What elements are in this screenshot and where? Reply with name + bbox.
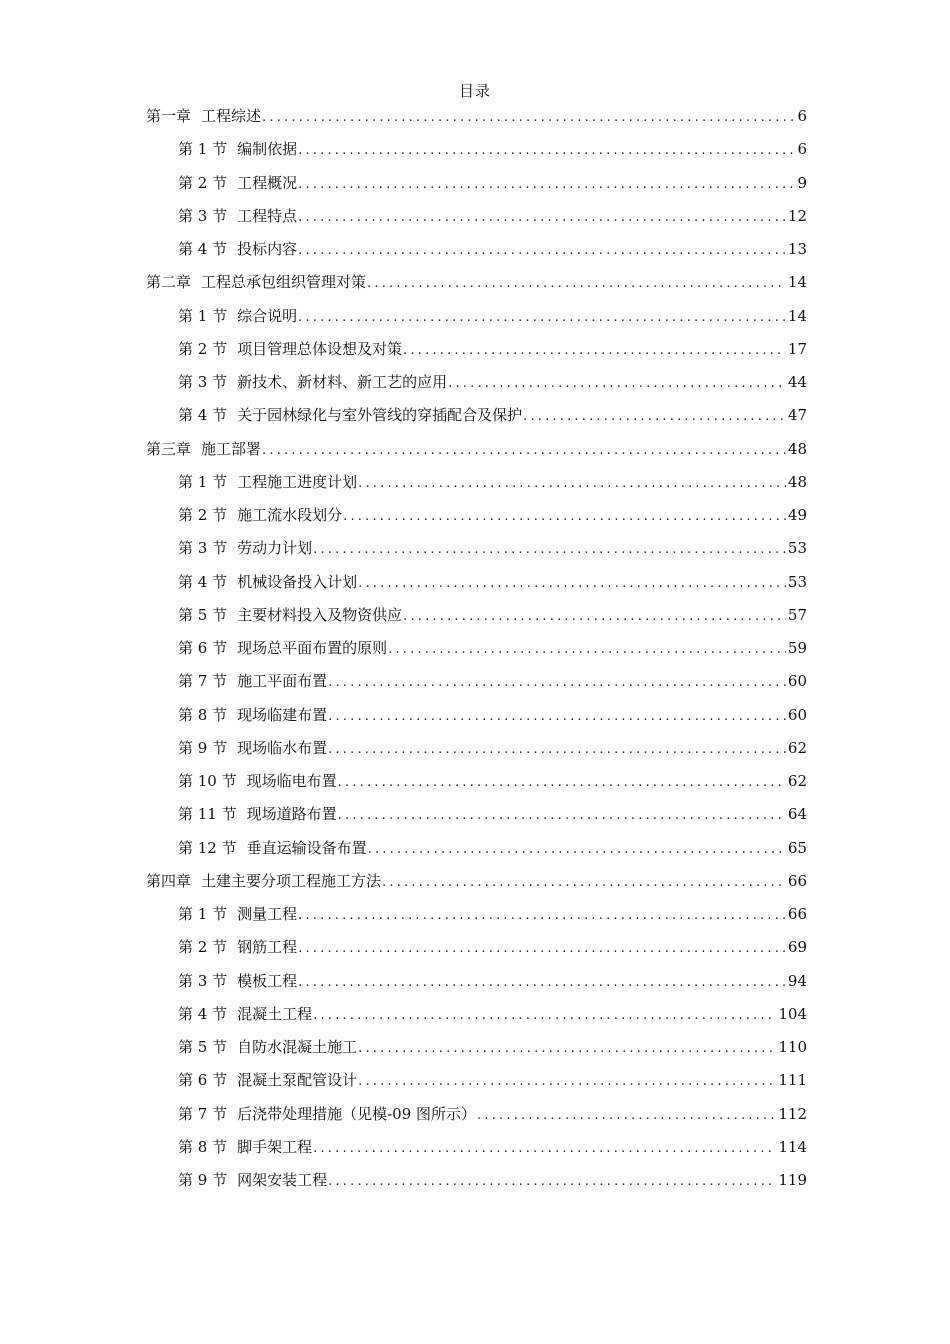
toc-entry-number: 第 4 节: [178, 406, 228, 425]
toc-entry-section[interactable]: [178, 1135, 807, 1159]
toc-dot-leader: [337, 804, 786, 828]
toc-entry-number: 第 12 节: [178, 838, 237, 857]
toc-entry-number: 第三章: [146, 439, 192, 458]
toc-entry-number: 第 4 节: [178, 1004, 228, 1023]
toc-dot-leader: [387, 638, 786, 662]
toc-entry-number: 第 5 节: [178, 1038, 228, 1056]
toc-entry-section[interactable]: [178, 1068, 807, 1092]
toc-entry-page-number: 57: [787, 605, 807, 624]
toc-entry-label: 新技术、新材料、新工艺的应用: [237, 373, 448, 391]
toc-entry-page-number: 110: [778, 1038, 807, 1056]
toc-entry-number: 第 6 节: [178, 1071, 228, 1090]
toc-entry-page-number: 111: [778, 1071, 807, 1090]
toc-entry-section[interactable]: [178, 603, 807, 627]
toc-entry-label: 现场临建布置: [237, 705, 328, 724]
toc-dot-leader: [297, 139, 795, 163]
toc-entry-number: 第 2 节: [178, 506, 228, 524]
toc-entry-page-number: 65: [787, 838, 807, 857]
toc-entry-number: 第 10 节: [178, 772, 237, 790]
toc-entry-label: 项目管理总体设想及对策: [237, 339, 403, 358]
toc-entry-page-number: 62: [787, 772, 807, 790]
toc-entry-section[interactable]: [178, 1035, 807, 1059]
toc-dot-leader: [312, 1004, 776, 1028]
toc-entry-section[interactable]: [178, 736, 807, 760]
toc-dot-leader: [381, 871, 786, 895]
toc-entry-section[interactable]: [178, 802, 807, 826]
toc-entry-page-number: 48: [787, 472, 807, 491]
toc-dot-leader: [342, 505, 786, 529]
toc-dot-leader: [261, 439, 786, 463]
toc-entry-page-number: 112: [778, 1104, 807, 1123]
toc-entry-label: 机械设备投入计划: [237, 572, 358, 591]
toc-entry-label: 主要材料投入及物资供应: [237, 605, 403, 624]
toc-entry-section[interactable]: [178, 769, 807, 793]
toc-entry-label: 现场道路布置: [246, 805, 337, 824]
toc-entry-page-number: 64: [787, 805, 807, 824]
toc-entry-number: 第 8 节: [178, 1137, 228, 1156]
toc-entry-number: 第一章: [146, 107, 192, 125]
toc-entry-label: 施工平面布置: [237, 672, 328, 691]
toc-dot-leader: [297, 239, 786, 263]
toc-entry-page-number: 104: [778, 1004, 807, 1023]
toc-entry-chapter[interactable]: [146, 869, 807, 893]
toc-entry-number: 第 3 节: [178, 539, 228, 558]
toc-entry-number: 第 2 节: [178, 938, 228, 957]
toc-entry-number: 第 6 节: [178, 639, 228, 657]
toc-entry-page-number: 66: [787, 905, 807, 923]
toc-entry-page-number: 6: [797, 107, 807, 125]
toc-entry-label: 现场总平面布置的原则: [237, 639, 388, 657]
toc-entry-number: 第 1 节: [178, 306, 228, 325]
toc-entry-number: 第 9 节: [178, 1171, 228, 1189]
toc-entry-number: 第 11 节: [178, 805, 237, 824]
toc-entry-label: 混凝土泵配管设计: [237, 1071, 358, 1090]
toc-entry-page-number: 12: [787, 206, 807, 225]
toc-dot-leader: [357, 572, 786, 596]
toc-entry-section[interactable]: [178, 703, 807, 727]
toc-dot-leader: [327, 1170, 776, 1194]
toc-entry-label: 混凝土工程: [237, 1004, 313, 1023]
toc-entry-page-number: 14: [787, 273, 807, 292]
toc-entry-label: 投标内容: [237, 240, 298, 258]
toc-entry-label: 土建主要分项工程施工方法: [201, 871, 382, 890]
toc-entry-section[interactable]: [178, 1002, 807, 1026]
toc-dot-leader: [312, 538, 786, 562]
toc-dot-leader: [297, 306, 786, 330]
toc-entry-label: 施工部署: [201, 439, 262, 458]
toc-entry-section[interactable]: [178, 636, 807, 660]
toc-entry-section[interactable]: [178, 570, 807, 594]
toc-entry-number: 第 8 节: [178, 705, 228, 724]
toc-dot-leader: [402, 605, 786, 629]
toc-entry-number: 第二章: [146, 273, 192, 292]
toc-entry-label: 工程特点: [237, 206, 298, 225]
toc-entry-section[interactable]: [178, 370, 807, 394]
toc-entry-label: 工程总承包组织管理对策: [201, 273, 367, 292]
toc-entry-number: 第 4 节: [178, 240, 228, 258]
toc-entry-number: 第 9 节: [178, 738, 228, 757]
toc-dot-leader: [357, 1070, 776, 1094]
toc-dot-leader: [367, 838, 786, 862]
toc-entry-page-number: 119: [778, 1171, 807, 1189]
toc-entry-section[interactable]: [178, 304, 807, 328]
toc-entry-label: 后浇带处理措施（见模-09 图所示）: [237, 1104, 477, 1123]
toc-entry-number: 第 7 节: [178, 672, 228, 691]
toc-entry-number: 第四章: [146, 871, 192, 890]
toc-entry-label: 劳动力计划: [237, 539, 313, 558]
toc-entry-label: 工程综述: [201, 107, 262, 125]
toc-dot-leader: [327, 738, 786, 762]
toc-entry-section[interactable]: [178, 536, 807, 560]
toc-entry-section[interactable]: [178, 171, 807, 195]
toc-title: 目录: [458, 82, 491, 100]
toc-dot-leader: [357, 1037, 776, 1061]
toc-entry-number: 第 3 节: [178, 373, 228, 391]
toc-dot-leader: [327, 671, 786, 695]
toc-dot-leader: [297, 173, 795, 197]
toc-entry-number: 第 3 节: [178, 206, 228, 225]
toc-entry-label: 现场临水布置: [237, 738, 328, 757]
toc-entry-page-number: 60: [787, 705, 807, 724]
toc-entry-number: 第 7 节: [178, 1104, 228, 1123]
toc-entry-label: 现场临电布置: [246, 772, 337, 790]
toc-entry-page-number: 14: [787, 306, 807, 325]
toc-entry-number: 第 2 节: [178, 173, 228, 192]
toc-entry-number: 第 1 节: [178, 472, 228, 491]
toc-entry-page-number: 48: [787, 439, 807, 458]
toc-entry-page-number: 59: [787, 639, 807, 657]
toc-entry-label: 模板工程: [237, 971, 298, 990]
toc-entry-label: 关于园林绿化与室外管线的穿插配合及保护: [237, 406, 523, 425]
toc-entry-chapter[interactable]: [146, 104, 807, 128]
toc-entry-label: 脚手架工程: [237, 1137, 313, 1156]
toc-entry-label: 测量工程: [237, 905, 298, 923]
toc-entry-page-number: 44: [787, 373, 807, 391]
toc-entry-label: 自防水混凝土施工: [237, 1038, 358, 1056]
toc-dot-leader: [337, 771, 786, 795]
toc-dot-leader: [402, 339, 786, 363]
toc-entry-page-number: 60: [787, 672, 807, 691]
toc-dot-leader: [476, 1104, 776, 1128]
toc-entry-number: 第 1 节: [178, 905, 228, 923]
toc-entry-page-number: 49: [787, 506, 807, 524]
toc-dot-leader: [357, 472, 786, 496]
toc-entry-label: 编制依据: [237, 140, 298, 159]
toc-entry-number: 第 5 节: [178, 605, 228, 624]
toc-entry-section[interactable]: [178, 969, 807, 993]
toc-entry-label: 综合说明: [237, 306, 298, 325]
toc-entry-section[interactable]: [178, 669, 807, 693]
toc-dot-leader: [297, 971, 786, 995]
toc-entry-section[interactable]: [178, 1102, 807, 1126]
toc-entry-section[interactable]: [178, 503, 807, 527]
toc-entry-number: 第 3 节: [178, 971, 228, 990]
toc-entry-page-number: 62: [787, 738, 807, 757]
toc-entry-page-number: 47: [787, 406, 807, 425]
toc-dot-leader: [522, 405, 786, 429]
toc-entry-section[interactable]: [178, 403, 807, 427]
toc-entry-label: 垂直运输设备布置: [246, 838, 367, 857]
toc-entry-label: 钢筋工程: [237, 938, 298, 957]
toc-entry-section[interactable]: [178, 1168, 807, 1192]
toc-entry-chapter[interactable]: [146, 270, 807, 294]
toc-dot-leader: [297, 206, 786, 230]
toc-entry-number: 第 4 节: [178, 572, 228, 591]
toc-dot-leader: [261, 106, 795, 130]
toc-entry-number: 第 2 节: [178, 339, 228, 358]
toc-entry-label: 工程概况: [237, 173, 298, 192]
toc-entry-section[interactable]: [178, 137, 807, 161]
toc-dot-leader: [447, 372, 786, 396]
toc-dot-leader: [297, 904, 786, 928]
toc-entry-section[interactable]: [178, 237, 807, 261]
toc-entry-page-number: 53: [787, 539, 807, 558]
toc-entry-page-number: 17: [787, 339, 807, 358]
toc-dot-leader: [297, 937, 786, 961]
toc-dot-leader: [327, 705, 786, 729]
toc-entry-section[interactable]: [178, 935, 807, 959]
toc-entry-section[interactable]: [178, 902, 807, 926]
toc-entry-page-number: 53: [787, 572, 807, 591]
toc-entry-section[interactable]: [178, 337, 807, 361]
toc-entry-section[interactable]: [178, 204, 807, 228]
toc-entry-page-number: 94: [787, 971, 807, 990]
toc-entry-label: 工程施工进度计划: [237, 472, 358, 491]
toc-entry-section[interactable]: [178, 470, 807, 494]
toc-entry-page-number: 6: [797, 140, 807, 159]
toc-entry-page-number: 66: [787, 871, 807, 890]
toc-dot-leader: [366, 272, 786, 296]
toc-entry-page-number: 9: [797, 173, 807, 192]
toc-entry-page-number: 114: [778, 1137, 807, 1156]
toc-entry-label: 网架安装工程: [237, 1171, 328, 1189]
toc-dot-leader: [312, 1137, 776, 1161]
toc-entry-section[interactable]: [178, 836, 807, 860]
toc-entry-page-number: 13: [787, 240, 807, 258]
toc-entry-number: 第 1 节: [178, 140, 228, 159]
toc-entry-chapter[interactable]: [146, 437, 807, 461]
toc-entry-page-number: 69: [787, 938, 807, 957]
toc-entry-label: 施工流水段划分: [237, 506, 343, 524]
